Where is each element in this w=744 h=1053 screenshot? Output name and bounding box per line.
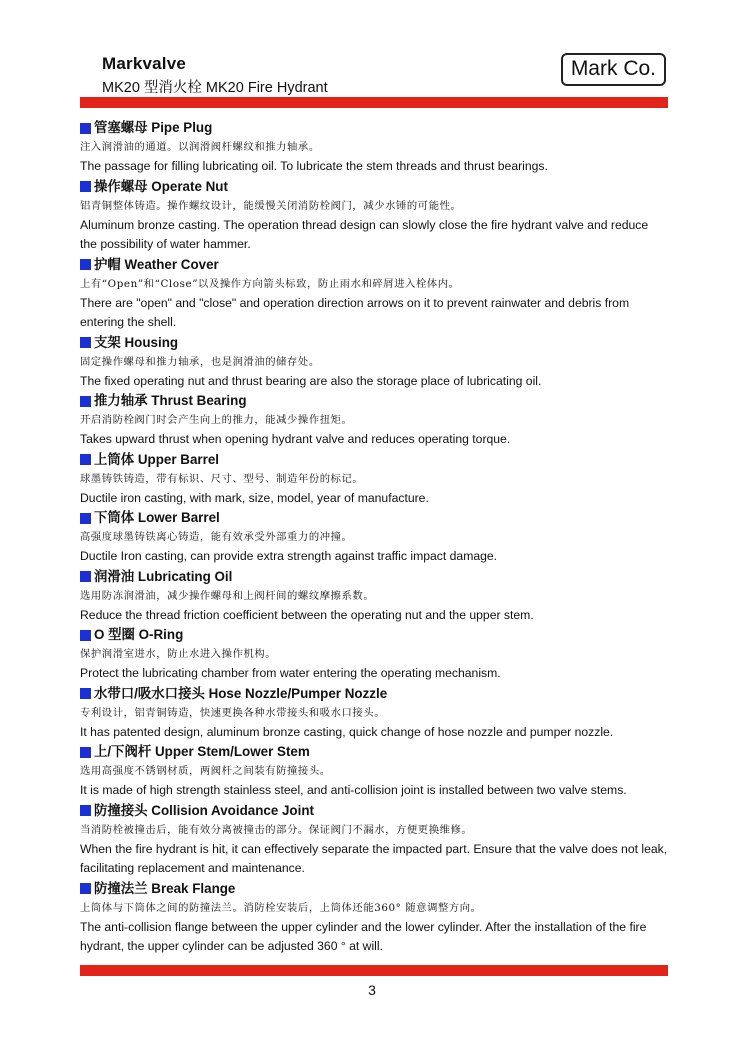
section-title: 上/下阀杆 Upper Stem/Lower Stem <box>80 742 668 762</box>
bullet-square-icon <box>80 630 91 641</box>
section-title: O 型圈 O-Ring <box>80 625 668 645</box>
section-upper-barrel <box>80 450 668 509</box>
page-number: 3 <box>368 982 376 998</box>
section-text-cn: 固定操作螺母和推力轴承，也是润滑油的储存处。 <box>80 355 320 368</box>
section-text-en: Ductile Iron casting, can provide extra strength against traffic impact damage. <box>80 549 498 563</box>
section-lower-barrel <box>80 508 668 567</box>
section-title: 防撞接头 Collision Avoidance Joint <box>80 801 668 821</box>
section-text-cn: 上筒体与下筒体之间的防撞法兰。消防栓安装后，上筒体还能360° 随意调整方向。 <box>80 901 482 914</box>
section-text-cn: 保护润滑室进水，防止水进入操作机构。 <box>80 648 277 660</box>
bullet-square-icon <box>80 747 91 758</box>
bullet-square-icon <box>80 513 91 524</box>
section-text-cn: 上有“Open”和“Close”以及操作方向箭头标致，防止雨水和碎屑进入栓体内。 <box>80 277 460 290</box>
section-text-en: There are "open" and "close" and operation direction arrows on it to prevent rainwater and debris from entering the shell. <box>80 295 630 329</box>
section-lubricating-oil <box>80 567 668 626</box>
section-text-cn: 专利设计，铝青铜铸造，快速更换各种水带接头和吸水口接头。 <box>80 706 386 719</box>
footer-divider <box>80 965 668 976</box>
section-title: 润滑油 Lubricating Oil <box>80 567 668 587</box>
section-weather-cover <box>80 255 668 333</box>
section-collision-joint <box>80 801 668 879</box>
bullet-square-icon <box>80 571 91 582</box>
company-logo: Mark Co. <box>561 53 666 86</box>
section-text-cn: 选用高强度不锈钢材质，两阀杆之间装有防撞接头。 <box>80 765 331 777</box>
bullet-square-icon <box>80 337 91 348</box>
section-stems <box>80 742 668 801</box>
header-divider <box>80 97 668 108</box>
section-text-en: It has patented design, aluminum bronze casting, quick change of hose nozzle and pumper nozzle. <box>80 724 614 739</box>
section-text-en: Ductile iron casting, with mark, size, model, year of manufacture. <box>80 490 429 505</box>
section-text-en: The fixed operating nut and thrust bearing are also the storage place of lubricating oil. <box>80 373 542 388</box>
bullet-square-icon <box>80 123 91 134</box>
document-subtitle: MK20 型消火栓 MK20 Fire Hydrant <box>102 80 328 96</box>
section-text-en: The anti-collision flange between the upper cylinder and the lower cylinder. After the installation of the fire hydrant, the upper cylinder can be adjusted 360 ° at will. <box>80 919 647 953</box>
section-text-en: Takes upward thrust when opening hydrant valve and reduces operating torque. <box>80 432 511 446</box>
section-title: 上筒体 Upper Barrel <box>80 450 668 470</box>
section-text-cn: 注入润滑油的通道。以润滑阀杆螺纹和推力轴承。 <box>80 141 320 153</box>
bullet-square-icon <box>80 259 91 270</box>
section-title: 管塞螺母 Pipe Plug <box>80 118 668 138</box>
section-text-en: The passage for filling lubricating oil. To lubricate the stem threads and thrust bearings. <box>80 159 548 173</box>
bullet-square-icon <box>80 883 91 894</box>
section-title: 操作螺母 Operate Nut <box>80 177 668 197</box>
section-hose-nozzle <box>80 684 668 743</box>
section-title: 支架 Housing <box>80 333 668 353</box>
section-break-flange <box>80 879 668 957</box>
section-text-en: Reduce the thread friction coefficient between the operating nut and the upper stem. <box>80 607 534 622</box>
section-thrust-bearing <box>80 391 668 450</box>
bullet-square-icon <box>80 181 91 192</box>
bullet-square-icon <box>80 805 91 816</box>
parts-description-list <box>80 118 668 957</box>
section-text-cn: 开启消防栓阀门时会产生向上的推力，能减少操作扭矩。 <box>80 414 353 426</box>
section-title: 护帽 Weather Cover <box>80 255 668 275</box>
section-text-en: When the fire hydrant is hit, it can effectively separate the impacted part. Ensure that the valve does not leak, facilitating replacement and maintenance. <box>80 841 668 875</box>
bullet-square-icon <box>80 688 91 699</box>
section-text-cn: 当消防栓被撞击后，能有效分离被撞击的部分。保证阀门不漏水，方便更换维修。 <box>80 823 473 836</box>
section-o-ring <box>80 625 668 684</box>
section-title: 推力轴承 Thrust Bearing <box>80 391 668 411</box>
section-text-en: It is made of high strength stainless steel, and anti-collision joint is installed between two valve stems. <box>80 783 627 797</box>
section-operate-nut <box>80 177 668 255</box>
section-text-en: Protect the lubricating chamber from water entering the operating mechanism. <box>80 666 501 680</box>
section-text-cn: 高强度球墨铸铁离心铸造，能有效承受外部重力的冲撞。 <box>80 531 353 543</box>
section-title: 下筒体 Lower Barrel <box>80 508 668 528</box>
bullet-square-icon <box>80 396 91 407</box>
section-pipe-plug <box>80 118 668 177</box>
section-title: 水带口/吸水口接头 Hose Nozzle/Pumper Nozzle <box>80 684 668 704</box>
bullet-square-icon <box>80 454 91 465</box>
section-housing <box>80 333 668 392</box>
section-text-cn: 铝青铜整体铸造。操作螺纹设计，能缓慢关闭消防栓阀门，减少水锤的可能性。 <box>80 199 462 212</box>
section-title: 防撞法兰 Break Flange <box>80 879 668 899</box>
section-text-cn: 球墨铸铁铸造，带有标识、尺寸、型号、制造年份的标记。 <box>80 472 364 485</box>
section-text-cn: 选用防冻润滑油，减少操作螺母和上阀杆间的螺纹摩擦系数。 <box>80 589 375 602</box>
brand-name: Markvalve <box>102 54 187 73</box>
section-text-en: Aluminum bronze casting. The operation thread design can slowly close the fire hydrant valve and reduce the possibility of water hammer. <box>80 217 649 251</box>
